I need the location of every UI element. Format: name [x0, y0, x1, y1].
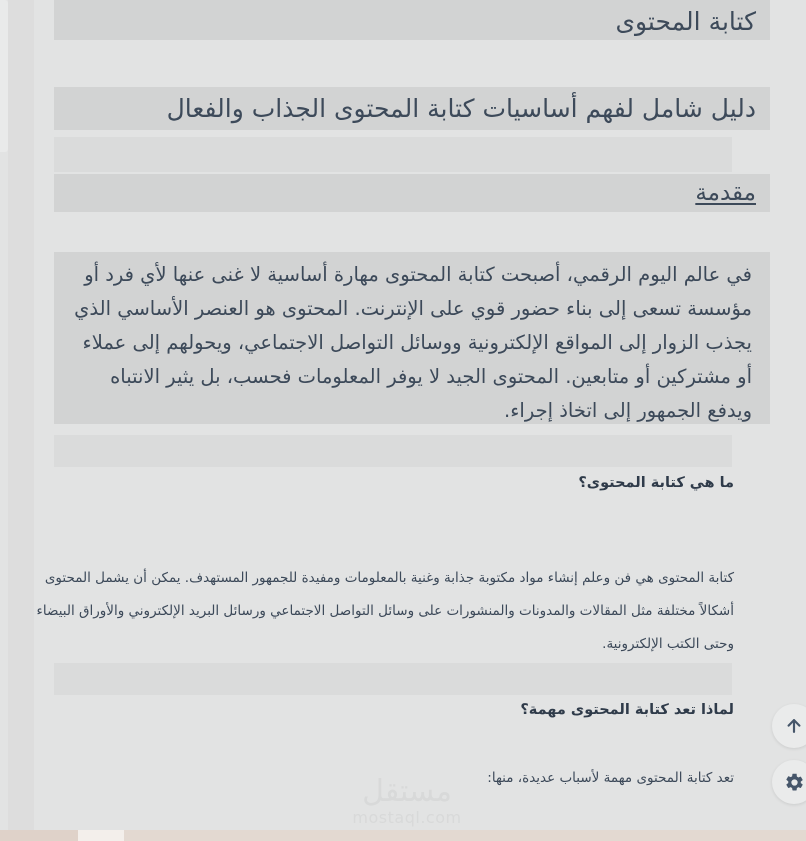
page-title: كتابة المحتوى — [54, 0, 770, 40]
arrow-up-icon — [784, 716, 804, 736]
section-heading-introduction — [54, 174, 770, 212]
bottom-strip-segment-right — [124, 830, 806, 841]
subheading-what-is-content-writing: ما هي كتابة المحتوى؟ — [578, 475, 734, 491]
bottom-strip — [0, 830, 806, 841]
spacer-block-3 — [54, 663, 732, 695]
watermark-latin-text: mostaql.com — [352, 808, 462, 827]
watermark-arabic-text: مستقل — [362, 774, 452, 809]
body-paragraph-2: تعد كتابة المحتوى مهمة لأسباب عديدة، منها: — [487, 770, 734, 786]
subheading-why-content-writing-matters: لماذا تعد كتابة المحتوى مهمة؟ — [520, 702, 734, 718]
spacer-block-1 — [54, 137, 732, 172]
gear-icon — [784, 772, 805, 793]
introduction-paragraph: في عالم اليوم الرقمي، أصبحت كتابة المحتوى مهارة أساسية لا غنى عنها لأي فرد أو مؤسسة تسعى إلى بناء حضور قوي على الإنترنت. المحتوى هو العنصر الأساسي الذي يجذب الزوار إلى المواقع الإلكترونية ووسائل التواصل الاجتماعي، ويحولهم إلى عملاء أو مشتركين أو متابعين. المحتوى الجيد لا يوفر المعلومات فحسب، بل يثير الانتباه ويدفع الجمهور إلى اتخاذ إجراء. — [54, 252, 770, 424]
body-paragraph-1: كتابة المحتوى هي فن وعلم إنشاء مواد مكتوبة جذابة وغنية بالمعلومات ومفيدة للجمهور المستهدف. يمكن أن يشمل المحتوى أشكالاً مختلفة مثل المقالات والمدونات والمنشورات على وسائل التواصل الاجتماعي ورسائل البريد الإلكتروني والأوراق البيضاء وحتى الكتب الإلكترونية. — [36, 570, 734, 652]
bottom-strip-segment-left — [0, 830, 78, 841]
page-subtitle: دليل شامل لفهم أساسيات كتابة المحتوى الجذاب والفعال — [54, 87, 770, 130]
left-gutter — [8, 0, 34, 830]
document-body — [34, 0, 780, 830]
left-edge-rail — [0, 0, 8, 152]
bottom-strip-segment-highlight — [78, 830, 124, 841]
spacer-block-2 — [54, 435, 732, 467]
section-heading-text: مقدمة — [695, 180, 756, 206]
